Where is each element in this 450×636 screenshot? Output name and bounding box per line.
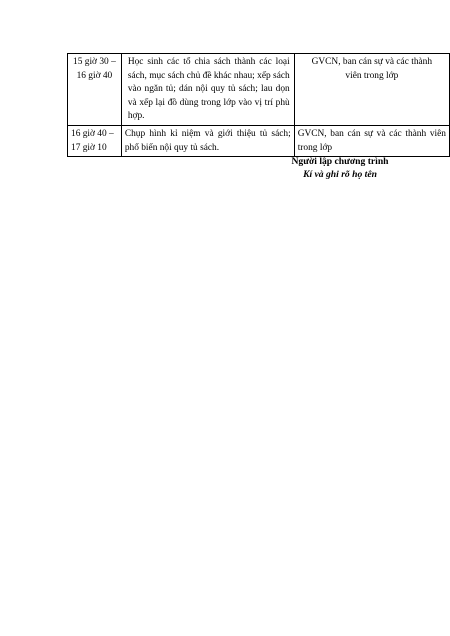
time-text: 15 giờ 30 – 16 giờ 40	[73, 57, 116, 81]
table-row	[68, 125, 450, 156]
activity-cell	[121, 125, 294, 156]
activity-cell	[121, 54, 294, 126]
person-text: GVCN, ban cán sự và các thành viên trong lớp	[311, 57, 433, 81]
signature-title: Người lập chương trình	[291, 156, 389, 167]
time-text: 16 giờ 40 – 17 giờ 10	[71, 128, 114, 153]
person-cell	[294, 125, 449, 156]
time-cell	[68, 54, 122, 126]
time-cell	[68, 125, 122, 156]
signature-note: Kí và ghi rõ họ tên	[303, 169, 377, 180]
person-text: GVCN, ban cán sự và các thành viên trong lớp	[297, 128, 446, 153]
table-row	[68, 54, 450, 126]
activity-text: Chụp hình kỉ niệm và giới thiệu tủ sách; phổ biến nội quy tủ sách.	[124, 128, 291, 153]
person-cell	[294, 54, 449, 126]
schedule-table	[67, 53, 450, 157]
activity-text: Học sinh các tổ chia sách thành các loại sách, mục sách chủ đề khác nhau; xếp sách vào ngăn tủ; dán nội quy tủ sách; lau dọn và xếp lại đồ dùng trong lớp vào vị trí phù hợp.	[127, 57, 290, 122]
